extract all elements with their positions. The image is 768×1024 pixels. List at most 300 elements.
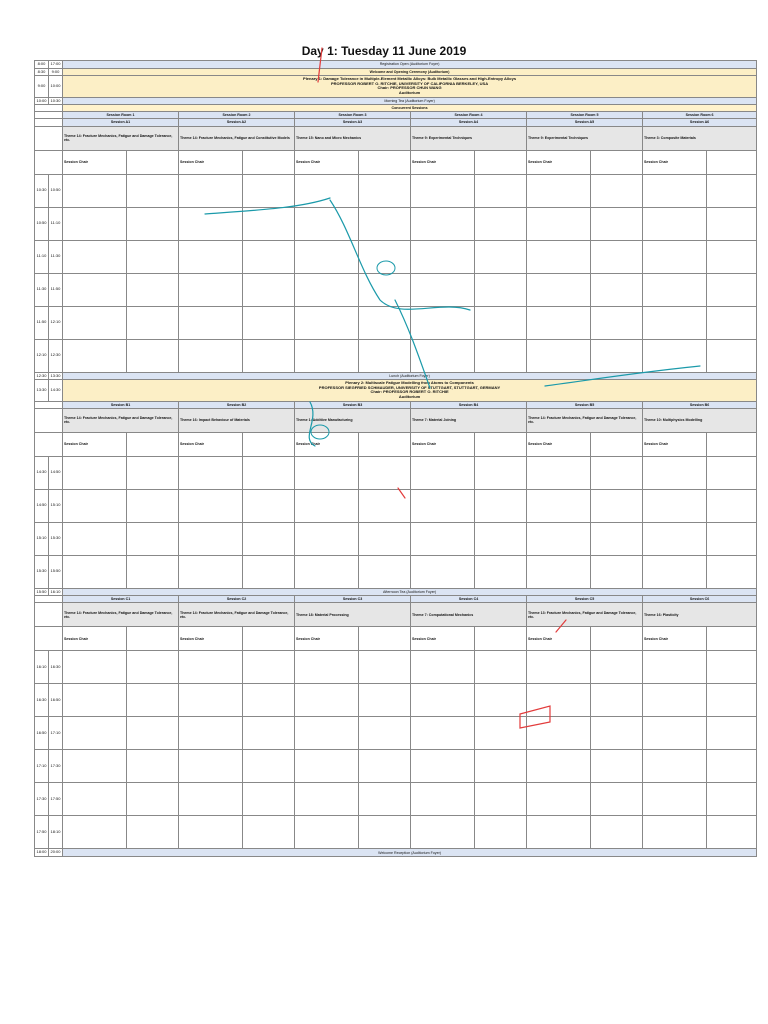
- c-talk-title: [643, 684, 707, 717]
- b-theme: Theme 14: Fracture Mechanics, Fatigue and Damage Tolerance, etc.: [63, 408, 179, 432]
- b-talk-title: [295, 522, 359, 555]
- b-talk-speaker: [243, 489, 295, 522]
- a-chair-label: Session Chair: [63, 150, 127, 174]
- a-talk-speaker: [707, 207, 757, 240]
- c-chair-row: [35, 627, 757, 651]
- b-theme: Theme 14: Fracture Mechanics, Fatigue and Damage Tolerance, etc.: [527, 408, 643, 432]
- c-talk-title: [295, 717, 359, 750]
- a-theme: Theme 14: Fracture Mechanics, Fatigue and Damage Tolerance, etc.: [63, 126, 179, 150]
- c-talk-speaker: [359, 816, 411, 849]
- a-talk-speaker: [359, 240, 411, 273]
- b-talk-title: [63, 522, 127, 555]
- a-chair-label: Session Chair: [179, 150, 243, 174]
- c-talk-speaker: [243, 684, 295, 717]
- afternoon-tea-text: Afternoon Tea (Auditorium Foyer): [63, 588, 757, 596]
- afternoon-tea-row: [35, 588, 757, 596]
- c-chair-name: [127, 627, 179, 651]
- a-session-code-spacer: [35, 119, 63, 126]
- concurrent-label: Concurrent Sessions: [63, 105, 757, 112]
- plenary-1-text: [63, 76, 757, 97]
- a-talk-title: [411, 174, 475, 207]
- b-theme: Theme 10: Multiphysics Modelling: [643, 408, 757, 432]
- c-talk-title: [295, 750, 359, 783]
- a-talk-title: [643, 174, 707, 207]
- a-talk-title: [643, 207, 707, 240]
- a-talk-speaker: [591, 306, 643, 339]
- b-talk-title: [179, 489, 243, 522]
- c-talk-speaker: [359, 717, 411, 750]
- a-talk-title: [527, 174, 591, 207]
- b-talk-title: [527, 489, 591, 522]
- b-chair-row: [35, 432, 757, 456]
- a-talk-end-time: 12:10: [49, 306, 63, 339]
- a-talk-start-time: 11:50: [35, 306, 49, 339]
- c-theme: Theme 18: Material Processing: [295, 603, 411, 627]
- c-session-code-cell: Session C2: [179, 596, 295, 603]
- a-talk-title: [179, 306, 243, 339]
- a-theme: Theme 9: Experimental Techniques: [527, 126, 643, 150]
- reception-end-time: 20:00: [49, 849, 63, 857]
- b-session-code-cell: Session B1: [63, 401, 179, 408]
- b-talk-title: [527, 456, 591, 489]
- a-talk-title: [295, 273, 359, 306]
- c-talk-speaker: [127, 816, 179, 849]
- c-talk-speaker: [591, 816, 643, 849]
- session-room-cell: Session Room 3: [295, 112, 411, 119]
- c-talk-speaker: [591, 783, 643, 816]
- top-0-text: Registration Open (Auditorium Foyer): [63, 61, 757, 69]
- b-talk-title: [295, 489, 359, 522]
- c-talk-end-time: 17:30: [49, 750, 63, 783]
- c-talk-row: [35, 783, 757, 816]
- c-talk-title: [179, 684, 243, 717]
- a-talk-speaker: [243, 240, 295, 273]
- a-talk-row: [35, 174, 757, 207]
- a-talk-title: [295, 339, 359, 372]
- a-chair-row: [35, 150, 757, 174]
- b-session-code-cell: Session B4: [411, 401, 527, 408]
- a-talk-title: [63, 207, 127, 240]
- b-session-code-spacer: [35, 401, 63, 408]
- b-session-code-cell: Session B5: [527, 401, 643, 408]
- b-talk-speaker: [707, 489, 757, 522]
- c-talk-speaker: [591, 717, 643, 750]
- b-talk-title: [63, 456, 127, 489]
- c-talk-speaker: [707, 684, 757, 717]
- a-talk-speaker: [707, 273, 757, 306]
- c-talk-start-time: 17:30: [35, 783, 49, 816]
- b-talk-speaker: [359, 555, 411, 588]
- c-chair-label: Session Chair: [643, 627, 707, 651]
- b-talk-speaker: [707, 555, 757, 588]
- c-talk-end-time: 17:50: [49, 783, 63, 816]
- morning-tea-text: Morning Tea (Auditorium Foyer): [63, 97, 757, 105]
- c-session-code-cell: Session C1: [63, 596, 179, 603]
- a-talk-speaker: [359, 174, 411, 207]
- c-talk-speaker: [243, 816, 295, 849]
- c-talk-title: [63, 816, 127, 849]
- session-room-cell: Session Room 1: [63, 112, 179, 119]
- b-talk-speaker: [591, 522, 643, 555]
- b-talk-speaker: [359, 489, 411, 522]
- a-talk-title: [643, 339, 707, 372]
- c-theme-row: [35, 603, 757, 627]
- top-0-start-time: 8:00: [35, 61, 49, 69]
- a-talk-speaker: [475, 240, 527, 273]
- b-talk-end-time: 15:10: [49, 489, 63, 522]
- c-talk-title: [179, 717, 243, 750]
- b-theme: Theme 1: Additive Manufacturing: [295, 408, 411, 432]
- c-talk-title: [63, 717, 127, 750]
- a-talk-start-time: 11:30: [35, 273, 49, 306]
- c-talk-start-time: 16:30: [35, 684, 49, 717]
- a-talk-speaker: [591, 240, 643, 273]
- a-talk-title: [179, 240, 243, 273]
- a-talk-speaker: [359, 339, 411, 372]
- a-talk-speaker: [127, 339, 179, 372]
- a-talk-title: [63, 273, 127, 306]
- a-talk-title: [643, 240, 707, 273]
- c-talk-title: [179, 750, 243, 783]
- reception-text: Welcome Reception (Auditorium Foyer): [63, 849, 757, 857]
- a-talk-title: [179, 174, 243, 207]
- b-talk-start-time: 15:10: [35, 522, 49, 555]
- b-session-code-cell: Session B6: [643, 401, 757, 408]
- b-talk-end-time: 14:50: [49, 456, 63, 489]
- a-talk-speaker: [591, 174, 643, 207]
- c-talk-title: [527, 651, 591, 684]
- a-talk-speaker: [127, 306, 179, 339]
- c-chair-name: [243, 627, 295, 651]
- a-session-code-cell: Session A3: [295, 119, 411, 126]
- c-talk-speaker: [243, 717, 295, 750]
- b-session-code-row: [35, 401, 757, 408]
- c-talk-speaker: [243, 750, 295, 783]
- b-talk-speaker: [127, 456, 179, 489]
- b-talk-title: [411, 489, 475, 522]
- a-talk-title: [63, 339, 127, 372]
- c-talk-speaker: [475, 651, 527, 684]
- c-session-code-cell: Session C5: [527, 596, 643, 603]
- c-chair-label: Session Chair: [295, 627, 359, 651]
- b-chair-label: Session Chair: [179, 432, 243, 456]
- a-talk-speaker: [127, 207, 179, 240]
- a-talk-speaker: [475, 273, 527, 306]
- a-talk-row: [35, 306, 757, 339]
- b-talk-start-time: 14:30: [35, 456, 49, 489]
- c-talk-speaker: [127, 783, 179, 816]
- c-talk-title: [179, 816, 243, 849]
- b-talk-speaker: [243, 555, 295, 588]
- a-talk-speaker: [475, 174, 527, 207]
- b-talk-speaker: [243, 522, 295, 555]
- c-talk-speaker: [707, 651, 757, 684]
- plenary-1-row: [35, 76, 757, 97]
- b-theme: Theme 16: Impact Behaviour of Materials: [179, 408, 295, 432]
- c-theme: Theme 7: Computational Mechanics: [411, 603, 527, 627]
- b-talk-title: [179, 522, 243, 555]
- c-talk-title: [527, 816, 591, 849]
- c-talk-title: [643, 717, 707, 750]
- a-talk-speaker: [359, 306, 411, 339]
- b-talk-speaker: [591, 555, 643, 588]
- b-chair-name: [359, 432, 411, 456]
- c-talk-title: [63, 750, 127, 783]
- a-chair-name: [707, 150, 757, 174]
- b-talk-title: [295, 555, 359, 588]
- a-talk-row: [35, 240, 757, 273]
- a-talk-speaker: [243, 273, 295, 306]
- b-talk-speaker: [707, 456, 757, 489]
- a-chair-name: [359, 150, 411, 174]
- session-room-cell: Session Room 2: [179, 112, 295, 119]
- a-talk-end-time: 11:50: [49, 273, 63, 306]
- c-talk-speaker: [243, 651, 295, 684]
- lunch-row: [35, 372, 757, 380]
- a-theme: Theme 3: Composite Materials: [643, 126, 757, 150]
- c-talk-row: [35, 750, 757, 783]
- c-chair-name: [591, 627, 643, 651]
- c-talk-speaker: [707, 816, 757, 849]
- c-talk-title: [295, 651, 359, 684]
- a-talk-title: [643, 273, 707, 306]
- plenary-2-line: Auditorium: [398, 393, 421, 399]
- concurrent-spacer: [35, 105, 63, 112]
- a-talk-speaker: [591, 207, 643, 240]
- b-talk-speaker: [475, 522, 527, 555]
- a-talk-end-time: 12:30: [49, 339, 63, 372]
- a-talk-title: [295, 240, 359, 273]
- b-talk-title: [643, 555, 707, 588]
- b-talk-title: [63, 489, 127, 522]
- a-talk-title: [63, 174, 127, 207]
- c-talk-title: [63, 684, 127, 717]
- c-talk-title: [643, 783, 707, 816]
- c-talk-title: [527, 750, 591, 783]
- a-chair-name: [475, 150, 527, 174]
- a-talk-title: [295, 174, 359, 207]
- c-talk-speaker: [359, 750, 411, 783]
- c-talk-speaker: [127, 750, 179, 783]
- c-chair-name: [359, 627, 411, 651]
- afternoon-tea-start-time: 15:50: [35, 588, 49, 596]
- a-talk-speaker: [591, 339, 643, 372]
- a-chair-label: Session Chair: [411, 150, 475, 174]
- a-chair-label: Session Chair: [527, 150, 591, 174]
- b-theme-spacer: [35, 408, 63, 432]
- b-chair-label: Session Chair: [63, 432, 127, 456]
- c-talk-row: [35, 717, 757, 750]
- b-talk-row: [35, 522, 757, 555]
- c-talk-row: [35, 816, 757, 849]
- a-talk-start-time: 12:10: [35, 339, 49, 372]
- c-talk-title: [63, 783, 127, 816]
- c-talk-speaker: [127, 651, 179, 684]
- a-talk-speaker: [243, 306, 295, 339]
- lunch-text: Lunch (Auditorium Foyer): [63, 372, 757, 380]
- plenary-2-end-time: 14:30: [49, 380, 63, 401]
- concurrent-row: [35, 105, 757, 112]
- c-chair-name: [475, 627, 527, 651]
- plenary-2-text: [63, 380, 757, 401]
- b-talk-title: [179, 555, 243, 588]
- c-talk-speaker: [127, 717, 179, 750]
- c-talk-title: [179, 783, 243, 816]
- plenary-2-line: Chair: PROFESSOR ROBERT O. RITCHIE: [370, 389, 449, 395]
- a-chair-name: [127, 150, 179, 174]
- b-talk-speaker: [359, 456, 411, 489]
- b-talk-speaker: [475, 489, 527, 522]
- c-talk-row: [35, 684, 757, 717]
- a-talk-title: [527, 207, 591, 240]
- top-0-row: [35, 61, 757, 69]
- c-chair-spacer: [35, 627, 63, 651]
- c-chair-label: Session Chair: [527, 627, 591, 651]
- b-talk-title: [179, 456, 243, 489]
- c-talk-speaker: [591, 684, 643, 717]
- a-talk-speaker: [707, 339, 757, 372]
- b-talk-title: [643, 522, 707, 555]
- b-session-code-cell: Session B3: [295, 401, 411, 408]
- b-talk-title: [643, 456, 707, 489]
- a-session-code-cell: Session A5: [527, 119, 643, 126]
- a-talk-speaker: [359, 273, 411, 306]
- lunch-start-time: 12:30: [35, 372, 49, 380]
- c-talk-title: [179, 651, 243, 684]
- a-talk-title: [63, 306, 127, 339]
- c-session-code-cell: Session C3: [295, 596, 411, 603]
- c-theme: Theme 13: Fracture Mechanics, Fatigue and Damage Tolerance, etc.: [527, 603, 643, 627]
- b-talk-speaker: [359, 522, 411, 555]
- b-session-code-cell: Session B2: [179, 401, 295, 408]
- a-talk-title: [527, 339, 591, 372]
- b-talk-title: [411, 555, 475, 588]
- c-talk-start-time: 16:10: [35, 651, 49, 684]
- plenary-2-row: [35, 380, 757, 401]
- c-talk-title: [295, 783, 359, 816]
- b-chair-name: [707, 432, 757, 456]
- reception-start-time: 18:00: [35, 849, 49, 857]
- c-talk-end-time: 18:10: [49, 816, 63, 849]
- a-talk-end-time: 10:50: [49, 174, 63, 207]
- b-chair-label: Session Chair: [411, 432, 475, 456]
- b-talk-title: [643, 489, 707, 522]
- c-talk-title: [295, 816, 359, 849]
- afternoon-tea-end-time: 16:10: [49, 588, 63, 596]
- c-talk-start-time: 16:50: [35, 717, 49, 750]
- a-talk-title: [527, 240, 591, 273]
- a-chair-spacer: [35, 150, 63, 174]
- c-talk-title: [295, 684, 359, 717]
- c-talk-title: [411, 816, 475, 849]
- session-room-spacer: [35, 112, 63, 119]
- a-talk-speaker: [707, 174, 757, 207]
- a-talk-title: [411, 207, 475, 240]
- c-talk-speaker: [359, 783, 411, 816]
- b-talk-row: [35, 489, 757, 522]
- c-session-code-cell: Session C4: [411, 596, 527, 603]
- a-chair-label: Session Chair: [643, 150, 707, 174]
- c-talk-start-time: 17:10: [35, 750, 49, 783]
- a-talk-title: [411, 240, 475, 273]
- c-talk-start-time: 17:50: [35, 816, 49, 849]
- a-talk-speaker: [475, 339, 527, 372]
- a-talk-title: [527, 273, 591, 306]
- a-theme: Theme 15: Nano and Micro Mechanics: [295, 126, 411, 150]
- c-talk-title: [643, 816, 707, 849]
- b-talk-speaker: [707, 522, 757, 555]
- a-session-code-cell: Session A1: [63, 119, 179, 126]
- a-talk-speaker: [127, 273, 179, 306]
- b-talk-end-time: 15:50: [49, 555, 63, 588]
- c-theme: Theme 14: Fracture Mechanics, Fatigue and Damage Tolerance, etc.: [179, 603, 295, 627]
- a-talk-title: [527, 306, 591, 339]
- b-talk-speaker: [475, 555, 527, 588]
- b-chair-name: [127, 432, 179, 456]
- a-talk-start-time: 10:50: [35, 207, 49, 240]
- a-talk-speaker: [475, 306, 527, 339]
- b-talk-speaker: [127, 522, 179, 555]
- b-chair-label: Session Chair: [527, 432, 591, 456]
- c-theme: Theme 16: Plasticity: [643, 603, 757, 627]
- a-talk-start-time: 10:30: [35, 174, 49, 207]
- a-talk-speaker: [127, 174, 179, 207]
- c-talk-title: [527, 783, 591, 816]
- b-talk-speaker: [591, 456, 643, 489]
- a-talk-title: [295, 306, 359, 339]
- c-chair-name: [707, 627, 757, 651]
- c-talk-title: [411, 717, 475, 750]
- b-talk-title: [527, 522, 591, 555]
- b-talk-speaker: [127, 555, 179, 588]
- a-talk-end-time: 11:10: [49, 207, 63, 240]
- a-talk-title: [411, 306, 475, 339]
- plenary-2-line: PROFESSOR SIEGFRIED SCHMAUDER, UNIVERSITY OF STUTTGART, STUTTGART, GERMANY: [318, 384, 501, 390]
- a-session-code-cell: Session A4: [411, 119, 527, 126]
- c-talk-end-time: 17:10: [49, 717, 63, 750]
- morning-tea-row: [35, 97, 757, 105]
- c-session-code-cell: Session C6: [643, 596, 757, 603]
- a-talk-row: [35, 273, 757, 306]
- b-talk-speaker: [127, 489, 179, 522]
- a-talk-title: [643, 306, 707, 339]
- top-1-text: Welcome and Opening Ceremony (Auditorium): [63, 68, 757, 76]
- c-talk-speaker: [591, 651, 643, 684]
- c-talk-end-time: 16:30: [49, 651, 63, 684]
- morning-tea-start-time: 10:00: [35, 97, 49, 105]
- plenary-1-line: Chair: PROFESSOR CHUN WANG: [377, 85, 442, 91]
- c-talk-speaker: [127, 684, 179, 717]
- top-1-start-time: 8:30: [35, 68, 49, 76]
- c-talk-title: [411, 750, 475, 783]
- a-talk-title: [295, 207, 359, 240]
- c-talk-speaker: [359, 651, 411, 684]
- b-talk-end-time: 15:30: [49, 522, 63, 555]
- c-talk-title: [643, 750, 707, 783]
- c-talk-speaker: [475, 684, 527, 717]
- a-talk-speaker: [707, 306, 757, 339]
- a-talk-end-time: 11:30: [49, 240, 63, 273]
- b-chair-spacer: [35, 432, 63, 456]
- a-talk-title: [411, 273, 475, 306]
- c-chair-label: Session Chair: [179, 627, 243, 651]
- b-chair-name: [591, 432, 643, 456]
- session-room-row: [35, 112, 757, 119]
- reception-row: [35, 849, 757, 857]
- a-talk-start-time: 11:10: [35, 240, 49, 273]
- plenary-2-start-time: 13:30: [35, 380, 49, 401]
- b-talk-speaker: [243, 456, 295, 489]
